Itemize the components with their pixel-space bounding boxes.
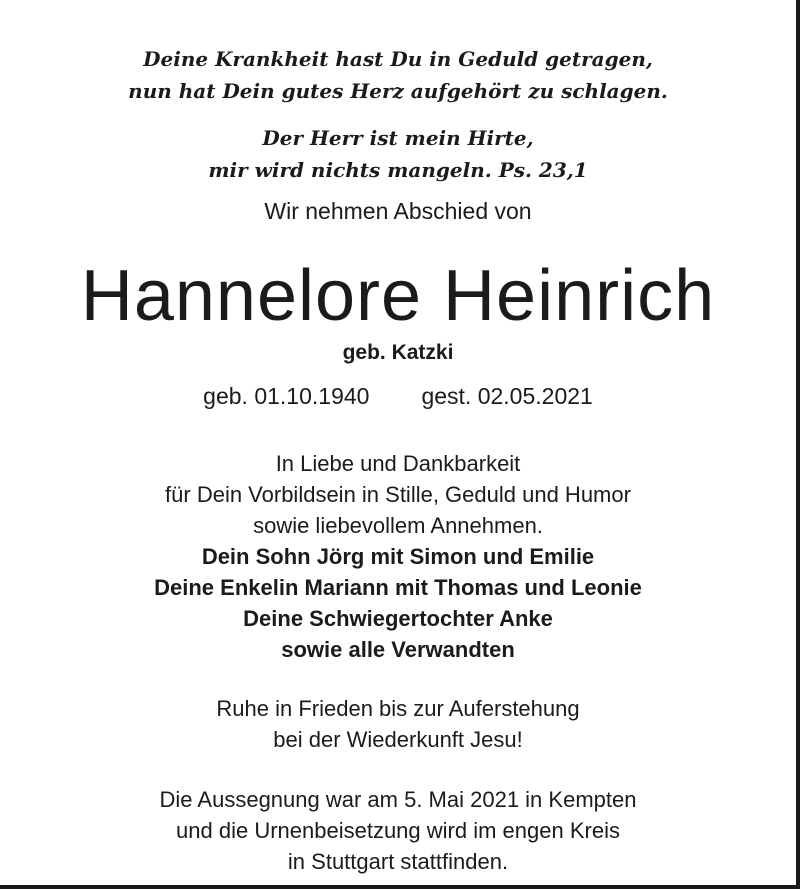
mourner-line: Deine Enkelin Mariann mit Thomas und Leonie [154, 575, 642, 600]
rest-line-2: bei der Wiederkunft Jesu! [273, 727, 523, 752]
ceremony-line-3: in Stuttgart stattfinden. [287, 849, 509, 874]
ceremony-line-2: und die Urnenbeisetzung wird im engen Kreis [176, 818, 620, 843]
death-date: gest. 02.05.2021 [421, 383, 593, 409]
dedication-line-2: für Dein Vorbildsein in Stille, Geduld und Humor [165, 482, 631, 507]
psalm-line-1: Der Herr ist mein Hirte, [262, 126, 534, 150]
verse-line-1: Deine Krankheit hast Du in Geduld getragen, [143, 47, 653, 71]
dedication-line-3: sowie liebevollem Annehmen. [253, 513, 543, 538]
psalm-line-2: mir wird nichts mangeln. Ps. 23,1 [208, 158, 588, 182]
verse-line-2: nun hat Dein gutes Herz aufgehört zu schlagen. [128, 79, 668, 103]
rest-line-1: Ruhe in Frieden bis zur Auferstehung [216, 696, 580, 721]
mourner-line: Deine Schwiegertochter Anke [243, 606, 553, 631]
maiden-name: geb. Katzki [342, 341, 454, 364]
life-dates [0, 381, 796, 411]
dedication-line-1: In Liebe und Dankbarkeit [275, 451, 521, 476]
intro-text: Wir nehmen Abschied von [264, 198, 532, 224]
ceremony-line-1: Die Aussegnung war am 5. Mai 2021 in Kempten [159, 787, 637, 812]
mourner-line: Dein Sohn Jörg mit Simon und Emilie [201, 544, 595, 569]
birth-date: geb. 01.10.1940 [203, 383, 370, 409]
deceased-name: Hannelore Heinrich [80, 256, 716, 336]
mourner-line: sowie alle Verwandten [281, 637, 515, 662]
